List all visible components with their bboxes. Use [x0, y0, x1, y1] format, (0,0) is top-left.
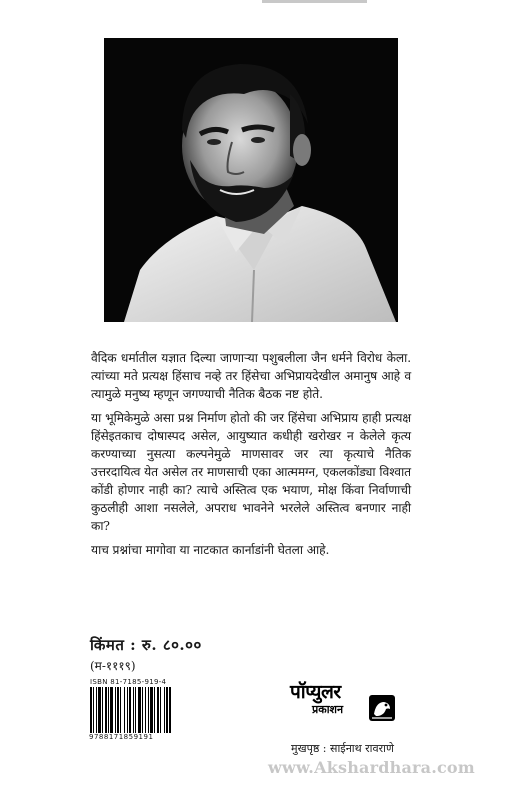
- author-portrait: [104, 38, 398, 322]
- barcode-bar: [135, 687, 136, 733]
- blurb: [91, 349, 411, 565]
- publisher-logo-icon: [368, 694, 396, 722]
- barcode-bar: [157, 687, 159, 733]
- barcode-bar: [98, 687, 101, 733]
- barcode-bar: [133, 687, 134, 733]
- barcode-bar: [160, 687, 161, 733]
- publisher-subtitle: प्रकाशन: [312, 703, 344, 716]
- isbn-label: ISBN 81-7185-919-4: [90, 678, 167, 686]
- barcode-bar: [120, 687, 121, 733]
- barcode-bar: [96, 687, 97, 733]
- barcode-bar: [142, 687, 143, 733]
- barcode-bar: [166, 687, 168, 733]
- blurb-paragraph-2: या भूमिकेमुळे असा प्रश्न निर्माण होतो की जर हिंसेचा अभिप्राय हाही प्रत्यक्ष हिंसेइतकाच दोषास्पद असेल, आयुष्यात कधीही खरोखर न केलेले कृत्य करण्याच्या नुसत्या कल्पनेमुळे माणसावर जर त्या कृत्याचे नैतिक उत्तरदायित्व येत असेल तर माणसाची एका आत्ममग्न, एकलकोंड्या विश्वात कोंडी होणार नाही का? त्याचे अस्तित्व एक भयाण, मोक्ष किंवा निर्वाणाची कुठलीही आशा नसलेले, अपराध भावनेने भरलेले अस्तित्व बनणार नाही का?: [91, 411, 411, 533]
- barcode-bar: [124, 687, 125, 733]
- barcode-digits: 9788171859191: [89, 733, 154, 741]
- barcode-bar: [145, 687, 146, 733]
- barcode-bar: [127, 687, 128, 733]
- barcode-bar: [105, 687, 107, 733]
- barcode-bar: [117, 687, 119, 733]
- blurb-paragraph-3: याच प्रश्नांचा मागोवा या नाटकात कार्नाडांनी घेतला आहे.: [91, 543, 330, 557]
- barcode-bar: [169, 687, 171, 733]
- barcode-bar: [90, 687, 92, 733]
- portrait-image: [104, 38, 398, 322]
- top-edge-mark: [262, 0, 367, 3]
- blurb-paragraph-1: वैदिक धर्मातील यज्ञात दिल्या जाणाऱ्या पशुबलीला जैन धर्मने विरोध केला. त्यांच्या मते प्रत्यक्ष हिंसाच नव्हे तर हिंसेचा अभिप्रायदेखील अमानुष आहे व त्यामुळे मनुष्य म्हणून जगण्याची नैतिक बैठक नष्ट होते.: [91, 351, 411, 401]
- barcode-bar: [102, 687, 103, 733]
- barcode-image: [89, 687, 186, 733]
- barcode-bar: [110, 687, 113, 733]
- barcode-bar: [108, 687, 109, 733]
- barcode-bar: [148, 687, 149, 733]
- catalog-code: (म-१११९): [90, 659, 136, 673]
- barcode-bar: [93, 687, 94, 733]
- cover-credit: मुखपृष्ठ : साईनाथ रावराणे: [291, 742, 394, 755]
- barcode-bar: [129, 687, 131, 733]
- barcode-bar: [154, 687, 155, 733]
- barcode-bar: [138, 687, 141, 733]
- barcode-bar: [115, 687, 116, 733]
- barcode-bar: [164, 687, 165, 733]
- publisher-name: पॉप्युलर: [290, 681, 341, 703]
- barcode-bar: [150, 687, 153, 733]
- watermark: www.Akshardhara.com: [268, 758, 475, 777]
- price: किंमत : रु. ८०.००: [90, 636, 202, 654]
